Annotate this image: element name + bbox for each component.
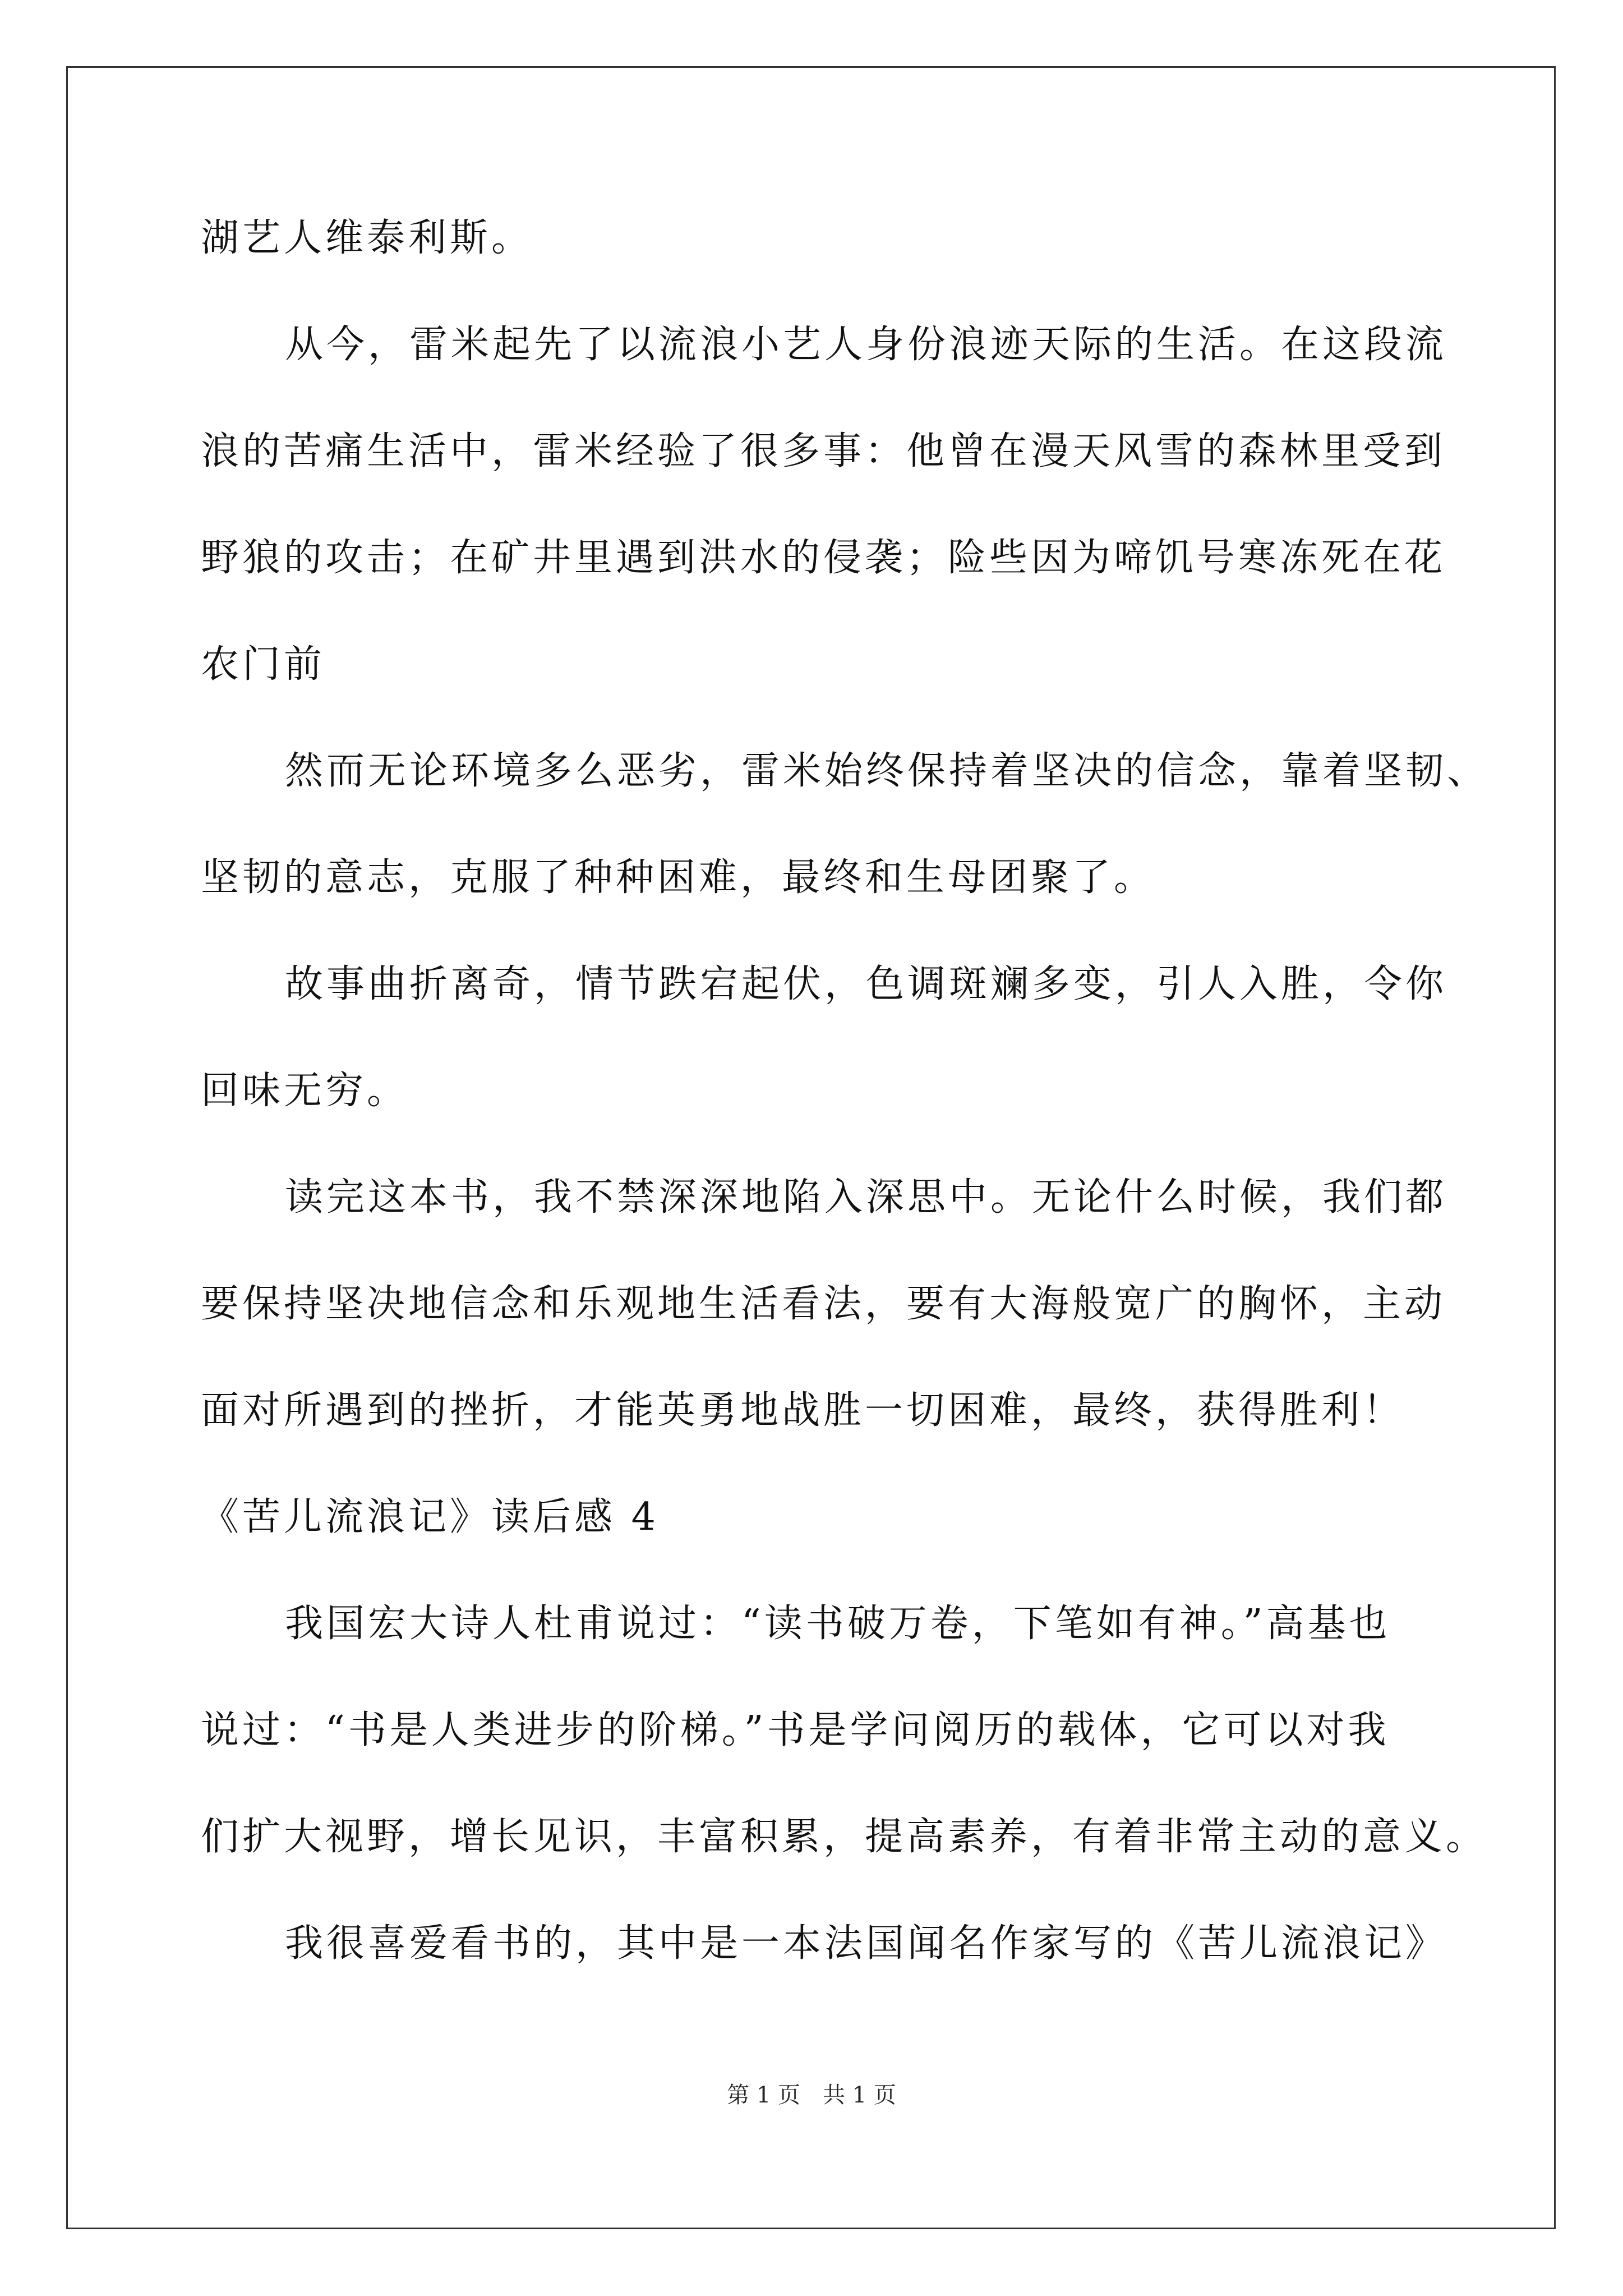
text-line: 面对所遇到的挫折，才能英勇地战胜一切困难，最终，获得胜利！ [201,1388,1405,1433]
paragraph-start-line: 读完这本书，我不禁深深地陷入深思中。无论什么时候，我们都 [285,1175,1447,1220]
text-line: 们扩大视野，增长见识，丰富积累，提高素养，有着非常主动的意义。 [201,1815,1488,1859]
text-line: 回味无穷。 [201,1069,409,1113]
page-number: 第 1 页 [727,2082,800,2108]
text-line: 湖艺人维泰利斯。 [201,216,533,260]
text-line: 说过：“书是人类进步的阶梯。”书是学问阅历的载体，它可以对我 [201,1708,1390,1752]
paragraph-start-line: 故事曲折离奇，情节跌宕起伏，色调斑斓多变，引人入胜，令你 [285,962,1447,1006]
text-line: 农门前 [201,642,326,687]
paragraph-start-line: 从今，雷米起先了以流浪小艺人身份浪迹天际的生活。在这段流 [285,323,1447,367]
section-heading: 《苦儿流浪记》读后感 4 [201,1495,659,1539]
text-line: 野狼的攻击；在矿井里遇到洪水的侵袭；险些因为啼饥号寒冻死在花 [201,536,1446,580]
text-line: 浪的苦痛生活中，雷米经验了很多事：他曾在漫天风雪的森林里受到 [201,429,1446,473]
paragraph-start-line: 然而无论环境多么恶劣，雷米始终保持着坚决的信念，靠着坚韧、 [285,749,1489,793]
page-total: 共 1 页 [823,2082,896,2108]
paragraph-start-line: 我国宏大诗人杜甫说过：“读书破万卷，下笔如有神。”高基也 [285,1602,1391,1646]
page-border [66,66,1556,2229]
text-line: 要保持坚决地信念和乐观地生活看法，要有大海般宽广的胸怀，主动 [201,1282,1446,1326]
paragraph-start-line: 我很喜爱看书的，其中是一本法国闻名作家写的《苦儿流浪记》 [285,1921,1447,1966]
page-footer [0,2081,1623,2109]
text-line: 坚韧的意志，克服了种种困难，最终和生母团聚了。 [201,855,1156,900]
